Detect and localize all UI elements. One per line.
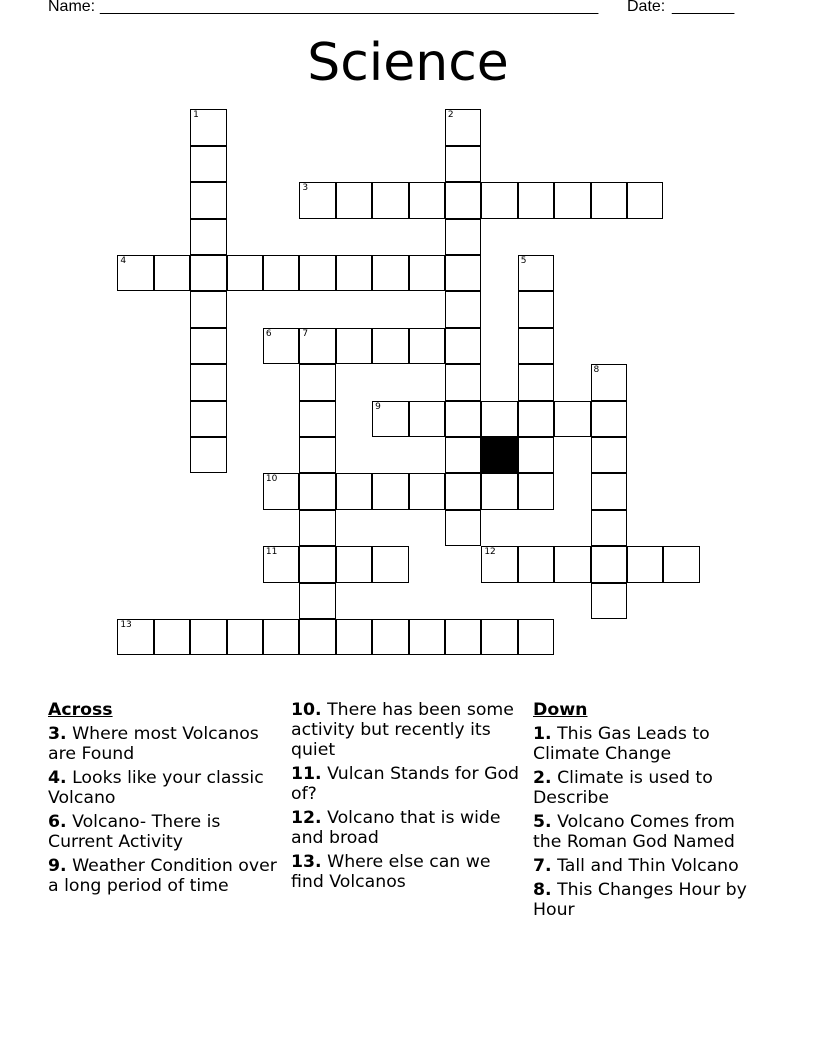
- grid-cell[interactable]: [518, 255, 554, 291]
- grid-cell[interactable]: [263, 255, 299, 291]
- grid-cell[interactable]: [190, 437, 226, 473]
- grid-cell[interactable]: [409, 255, 445, 291]
- grid-cell[interactable]: [591, 401, 627, 437]
- grid-cell[interactable]: [591, 583, 627, 619]
- grid-cell[interactable]: [299, 437, 335, 473]
- clue-number: 4.: [48, 768, 67, 788]
- grid-cell[interactable]: [518, 546, 554, 582]
- grid-cell[interactable]: [154, 619, 190, 655]
- clue-number: 3.: [48, 724, 67, 744]
- cell-number: 5: [520, 255, 527, 266]
- grid-cell[interactable]: [299, 255, 335, 291]
- across-clues-continued: [291, 700, 523, 896]
- clue-text: Weather Condition over a long period of time: [48, 856, 277, 896]
- grid-cell[interactable]: [409, 328, 445, 364]
- grid-cell[interactable]: [299, 364, 335, 400]
- clue-number: 9.: [48, 856, 67, 876]
- grid-cell[interactable]: [445, 619, 481, 655]
- grid-cell[interactable]: [481, 401, 517, 437]
- grid-cell[interactable]: [117, 619, 153, 655]
- grid-cell[interactable]: [409, 182, 445, 218]
- grid-cell[interactable]: [409, 473, 445, 509]
- grid-cell[interactable]: [372, 619, 408, 655]
- grid-cell[interactable]: [299, 510, 335, 546]
- cell-number: 2: [447, 110, 454, 121]
- cell-number: 9: [375, 401, 381, 412]
- clue-across-11: [291, 764, 523, 804]
- across-clues: [48, 700, 280, 900]
- grid-cell[interactable]: [263, 546, 299, 582]
- grid-cell[interactable]: [409, 401, 445, 437]
- grid-cell[interactable]: [372, 473, 408, 509]
- grid-cell[interactable]: [554, 182, 590, 218]
- clue-number: 7.: [533, 856, 552, 876]
- clue-down-2: [533, 768, 765, 808]
- grid-cell[interactable]: [227, 255, 263, 291]
- clue-number: 6.: [48, 812, 67, 832]
- grid-cell[interactable]: [445, 146, 481, 182]
- grid-cell[interactable]: [190, 364, 226, 400]
- cell-number: 12: [484, 547, 496, 558]
- clue-text: Climate is used to Describe: [533, 768, 713, 808]
- clue-text: This Gas Leads to Climate Change: [533, 724, 710, 764]
- clue-text: Looks like your classic Volcano: [48, 768, 264, 808]
- grid-cell[interactable]: [190, 291, 226, 327]
- cell-number: 3: [302, 183, 309, 194]
- clue-across-3: [48, 724, 280, 764]
- grid-cell[interactable]: [299, 401, 335, 437]
- grid-cell[interactable]: [627, 182, 663, 218]
- cell-number: 6: [265, 328, 272, 339]
- cell-number: 8: [593, 365, 600, 376]
- grid-cell[interactable]: [409, 619, 445, 655]
- grid-cell[interactable]: [481, 473, 517, 509]
- date-line: _______: [672, 0, 735, 15]
- clue-number: 1.: [533, 724, 552, 744]
- clue-down-7: [533, 856, 765, 876]
- grid-cell[interactable]: [299, 473, 335, 509]
- down-heading: Down: [533, 700, 588, 720]
- clue-text: This Changes Hour by Hour: [533, 880, 747, 920]
- grid-cell[interactable]: [336, 328, 372, 364]
- grid-cell[interactable]: [518, 291, 554, 327]
- grid-cell[interactable]: [445, 291, 481, 327]
- clue-across-10: [291, 700, 523, 760]
- grid-cell[interactable]: [372, 401, 408, 437]
- clue-text: Where else can we find Volcanos: [291, 852, 491, 892]
- grid-cell[interactable]: [190, 401, 226, 437]
- grid-cell[interactable]: [481, 546, 517, 582]
- page-title: Science: [307, 33, 509, 93]
- grid-cell[interactable]: [445, 255, 481, 291]
- grid-cell[interactable]: [154, 255, 190, 291]
- grid-cell[interactable]: [263, 328, 299, 364]
- grid-cell[interactable]: [299, 583, 335, 619]
- grid-cell[interactable]: [518, 473, 554, 509]
- clue-text: Volcano- There is Current Activity: [48, 812, 221, 852]
- across-heading: Across: [48, 700, 113, 720]
- grid-cell[interactable]: [372, 546, 408, 582]
- grid-cell[interactable]: [227, 619, 263, 655]
- grid-cell[interactable]: [445, 182, 481, 218]
- cell-number: 13: [120, 619, 132, 630]
- grid-cell[interactable]: [372, 255, 408, 291]
- clue-across-9: [48, 856, 280, 896]
- grid-cell[interactable]: [518, 401, 554, 437]
- clue-across-13: [291, 852, 523, 892]
- grid-cell[interactable]: [663, 546, 699, 582]
- grid-cell[interactable]: [372, 328, 408, 364]
- clue-number: 13.: [291, 852, 322, 872]
- cell-number: 7: [302, 328, 309, 339]
- grid-cell[interactable]: [445, 364, 481, 400]
- clue-text: Volcano Comes from the Roman God Named: [533, 812, 735, 852]
- grid-cell[interactable]: [518, 182, 554, 218]
- clue-number: 10.: [291, 700, 322, 720]
- clue-down-1: [533, 724, 765, 764]
- clue-down-5: [533, 812, 765, 852]
- grid-cell[interactable]: [190, 146, 226, 182]
- grid-cell[interactable]: [591, 364, 627, 400]
- grid-cell[interactable]: [518, 364, 554, 400]
- grid-cell[interactable]: [445, 510, 481, 546]
- grid-cell[interactable]: [190, 109, 226, 145]
- clue-text: There has been some activity but recently its quiet: [291, 700, 514, 760]
- grid-cell[interactable]: [372, 182, 408, 218]
- clue-text: Where most Volcanos are Found: [48, 724, 259, 764]
- clue-across-6: [48, 812, 280, 852]
- grid-cell[interactable]: [554, 401, 590, 437]
- grid-cell[interactable]: [336, 473, 372, 509]
- grid-cell[interactable]: [190, 182, 226, 218]
- grid-cell[interactable]: [591, 437, 627, 473]
- clue-across-12: [291, 808, 523, 848]
- grid-cell[interactable]: [117, 255, 153, 291]
- clue-down-8: [533, 880, 765, 920]
- name-line: ________________________________________________________: [100, 0, 599, 15]
- clue-text: Volcano that is wide and broad: [291, 808, 501, 848]
- grid-cell[interactable]: [299, 546, 335, 582]
- cell-number: 4: [120, 255, 127, 266]
- down-clues: [533, 700, 765, 924]
- grid-cell[interactable]: [481, 619, 517, 655]
- grid-cell[interactable]: [445, 109, 481, 145]
- clue-text: Vulcan Stands for God of?: [291, 764, 520, 804]
- grid-cell[interactable]: [591, 546, 627, 582]
- clue-number: 2.: [533, 768, 552, 788]
- grid-cell[interactable]: [445, 437, 481, 473]
- cell-number: 11: [265, 547, 278, 558]
- cell-number: 1: [193, 110, 199, 121]
- grid-cell[interactable]: [554, 546, 590, 582]
- grid-cell[interactable]: [445, 401, 481, 437]
- grid-cell[interactable]: [591, 473, 627, 509]
- date-label: Date:: [627, 0, 666, 15]
- grid-cell[interactable]: [263, 619, 299, 655]
- clue-text: Tall and Thin Volcano: [557, 856, 739, 876]
- clue-across-4: [48, 768, 280, 808]
- clue-number: 5.: [533, 812, 552, 832]
- grid-cell[interactable]: [299, 328, 335, 364]
- grid-cell[interactable]: [299, 619, 335, 655]
- grid-cell[interactable]: [336, 619, 372, 655]
- grid-cell[interactable]: [445, 473, 481, 509]
- name-label: Name:: [48, 0, 96, 15]
- grid-cell[interactable]: [445, 219, 481, 255]
- grid-cell[interactable]: [263, 473, 299, 509]
- grid-cell[interactable]: [190, 619, 226, 655]
- grid-cell[interactable]: [518, 328, 554, 364]
- clue-number: 8.: [533, 880, 552, 900]
- grid-cell[interactable]: [518, 437, 554, 473]
- grid-cell[interactable]: [591, 510, 627, 546]
- grid-cell[interactable]: [445, 328, 481, 364]
- grid-block: [481, 437, 517, 473]
- grid-cell[interactable]: [336, 182, 372, 218]
- clue-number: 12.: [291, 808, 322, 828]
- grid-cell[interactable]: [481, 182, 517, 218]
- grid-cell[interactable]: [299, 182, 335, 218]
- grid-cell[interactable]: [190, 219, 226, 255]
- cell-number: 10: [265, 474, 278, 485]
- clue-number: 11.: [291, 764, 322, 784]
- grid-cell[interactable]: [336, 255, 372, 291]
- grid-cell[interactable]: [190, 255, 226, 291]
- grid-cell[interactable]: [336, 546, 372, 582]
- grid-cell[interactable]: [591, 182, 627, 218]
- grid-cell[interactable]: [518, 619, 554, 655]
- grid-cell[interactable]: [190, 328, 226, 364]
- grid-cell[interactable]: [627, 546, 663, 582]
